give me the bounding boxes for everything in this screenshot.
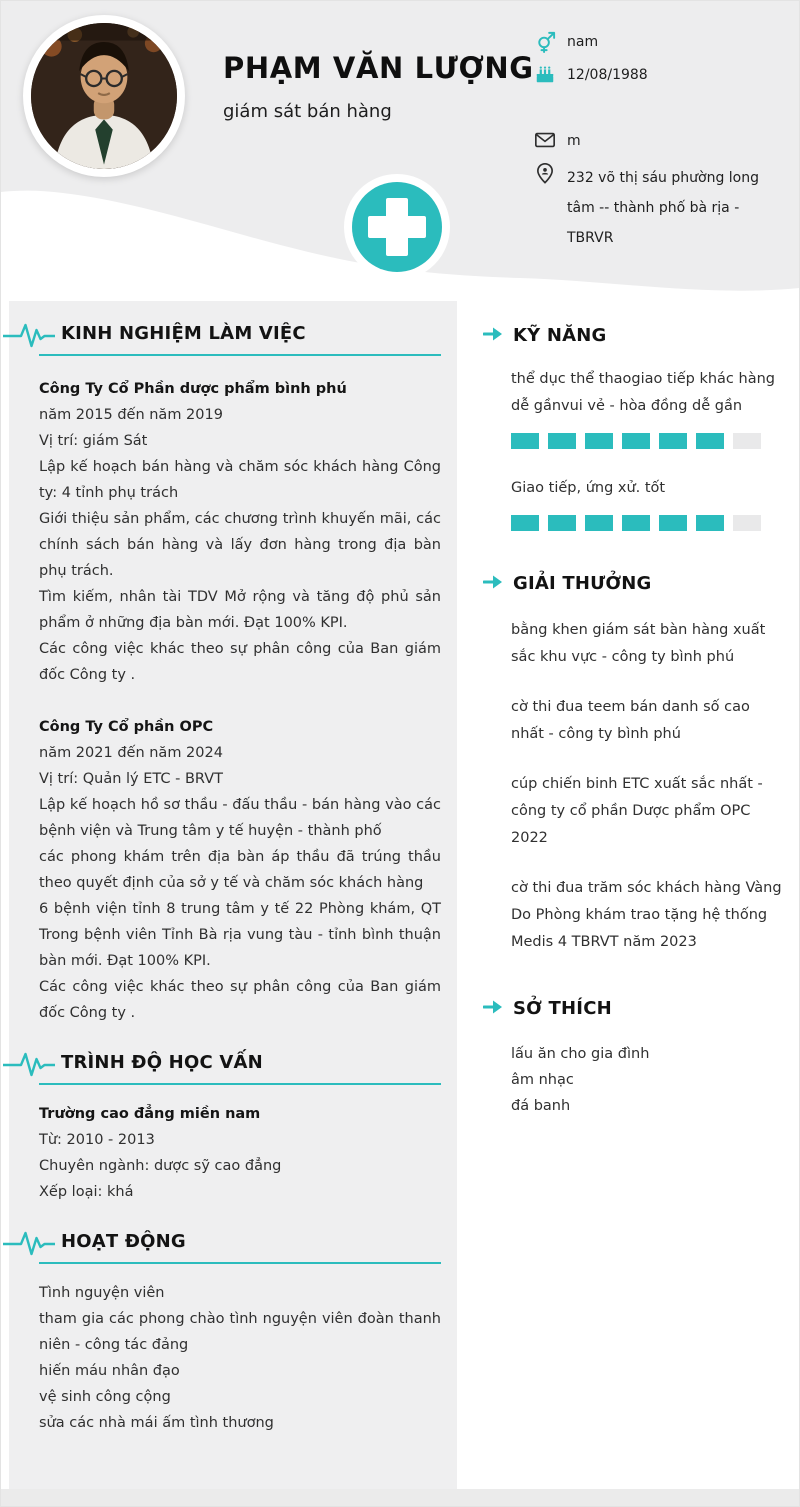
skill-level-square [696, 515, 724, 531]
hobbies-heading-row [483, 998, 783, 1019]
activity-item: tham gia các phong chào tình nguyện viên đoàn thanh niên - công tác đảng [39, 1311, 441, 1353]
heartbeat-icon [3, 1050, 55, 1082]
job-detail: 6 bệnh viện tỉnh 8 trung tâm y tế 22 Phòng khám, QT Trong bệnh viên Tỉnh Bà rịa vung tàu - tỉnh bình thuận bàn mới. Đạt 100% KPI. [39, 901, 441, 969]
skills-body [511, 366, 783, 531]
award-item: cờ thi đua trăm sóc khách hàng Vàng Do Phòng khám trao tặng hệ thống Medis 4 TBRVT năm 2023 [511, 880, 782, 950]
skill-level-square [622, 433, 650, 449]
candidate-name: PHẠM VĂN LƯỢNG [223, 51, 534, 85]
education-school: Trường cao đẳng miền nam [39, 1106, 261, 1122]
envelope-icon [533, 128, 557, 152]
heartbeat-icon [3, 1229, 55, 1261]
skill-level-square [511, 433, 539, 449]
job-detail: Các công việc khác theo sự phân công của Ban giám đốc Công ty . [39, 979, 441, 1021]
skill-level-square [511, 515, 539, 531]
skill-level-square [548, 433, 576, 449]
medical-cross-badge [352, 182, 442, 272]
activity-item: hiến máu nhân đạo [39, 1363, 180, 1379]
contact-email-row [533, 128, 785, 152]
job-company: Công Ty Cổ phần OPC [39, 719, 214, 735]
job-detail: các phong khám trên địa bàn áp thầu đã trúng thầu theo quyết định của sở y tế và chăm sóc khách hàng [39, 849, 441, 891]
name-block [223, 51, 534, 122]
hobby-item: âm nhạc [511, 1072, 574, 1088]
skill-level-square [659, 433, 687, 449]
birthday-cake-icon [533, 62, 557, 86]
education-major: Chuyên ngành: dược sỹ cao đẳng [39, 1158, 282, 1174]
skills-heading-row [483, 325, 783, 346]
education-body [39, 1101, 441, 1205]
gender-icon [533, 29, 557, 53]
candidate-job-title: giám sát bán hàng [223, 101, 392, 122]
experience-heading-row [39, 323, 441, 344]
education-heading-row [39, 1052, 441, 1073]
experience-heading: KINH NGHIỆM LÀM VIỆC [61, 323, 306, 344]
contact-gender-row [533, 29, 785, 53]
contact-address-row [533, 161, 785, 253]
job-entry [39, 714, 441, 1026]
job-period: năm 2021 đến năm 2024 [39, 745, 223, 761]
skills-heading: KỸ NĂNG [513, 325, 607, 346]
skill-level-square [585, 433, 613, 449]
gender-value: nam [567, 34, 599, 50]
arrow-icon [483, 574, 503, 594]
section-hobbies [483, 998, 783, 1119]
award-item: cờ thi đua teem bán danh số cao nhất - công ty bình phú [511, 699, 750, 742]
skill-level-square [659, 515, 687, 531]
header [1, 1, 799, 301]
email-value: m [567, 133, 581, 149]
skill-level-square [585, 515, 613, 531]
section-underline [39, 1083, 441, 1085]
awards-heading-row [483, 573, 783, 594]
award-item: bằng khen giám sát bàn hàng xuất sắc khu vực - công ty bình phú [511, 622, 766, 665]
job-detail: Lập kế hoạch bán hàng và chăm sóc khách hàng Công ty: 4 tỉnh phụ trách [39, 459, 441, 501]
job-detail: Lập kế hoạch hồ sơ thầu - đấu thầu - bán hàng vào các bệnh viện và Trung tâm y tế huyện - thành phố [39, 797, 441, 839]
skill-level-square [696, 433, 724, 449]
skill-level-square [622, 515, 650, 531]
section-underline [39, 1262, 441, 1264]
skill-level-square [548, 515, 576, 531]
hobbies-body [511, 1041, 783, 1119]
dob-value: 12/08/1988 [567, 67, 648, 83]
contact-info [533, 29, 785, 262]
activities-body [39, 1280, 441, 1436]
content-columns [1, 301, 799, 1489]
location-pin-icon [533, 161, 557, 185]
section-underline [39, 354, 441, 356]
skill-level-bar [511, 433, 783, 449]
profile-photo [23, 15, 185, 177]
section-awards [483, 573, 783, 956]
awards-body [511, 617, 783, 956]
hobby-item: đá banh [511, 1098, 571, 1114]
activity-item: Tình nguyện viên [39, 1285, 165, 1301]
right-column [457, 301, 789, 1489]
job-position: Vị trí: giám Sát [39, 433, 148, 449]
heartbeat-icon [3, 321, 55, 353]
section-activities [39, 1231, 441, 1436]
job-detail: Các công việc khác theo sự phân công của Ban giám đốc Công ty . [39, 641, 441, 683]
job-entry [39, 376, 441, 688]
education-grade: Xếp loại: khá [39, 1184, 134, 1200]
skill-label: thể dục thể thaogiao tiếp khác hàng dễ gầnvui vẻ - hòa đồng dễ gần [511, 371, 775, 414]
arrow-icon [483, 999, 503, 1019]
activity-item: vệ sinh công cộng [39, 1389, 171, 1405]
section-experience [39, 323, 441, 1026]
skill-level-bar [511, 515, 783, 531]
activity-item: sửa các nhà mái ấm tình thương [39, 1415, 274, 1431]
hobbies-heading: SỞ THÍCH [513, 998, 612, 1019]
skill-level-square [733, 515, 761, 531]
award-item: cúp chiến binh ETC xuất sắc nhất - công ty cổ phần Dược phẩm OPC 2022 [511, 776, 763, 846]
hobby-item: lấu ăn cho gia đình [511, 1046, 650, 1062]
skill-level-square [733, 433, 761, 449]
activities-heading-row [39, 1231, 441, 1252]
awards-heading: GIẢI THƯỞNG [513, 573, 652, 594]
left-column [9, 301, 457, 1489]
contact-dob-row [533, 62, 785, 86]
job-position: Vị trí: Quản lý ETC - BRVT [39, 771, 223, 787]
education-heading: TRÌNH ĐỘ HỌC VẤN [61, 1052, 263, 1073]
education-period: Từ: 2010 - 2013 [39, 1132, 155, 1148]
address-value: 232 võ thị sáu phường long tâm -- thành phố bà rịa - TBRVR [567, 170, 759, 246]
job-period: năm 2015 đến năm 2019 [39, 407, 223, 423]
section-education [39, 1052, 441, 1205]
bottom-strip [1, 1489, 799, 1506]
activities-heading: HOẠT ĐỘNG [61, 1231, 186, 1252]
skill-label: Giao tiếp, ứng xử. tốt [511, 480, 666, 496]
job-detail: Tìm kiếm, nhân tài TDV Mở rộng và tăng độ phủ sản phẩm ở những địa bàn mới. Đạt 100% KPI. [39, 589, 441, 631]
job-company: Công Ty Cổ Phần dược phẩm bình phú [39, 381, 347, 397]
job-detail: Giới thiệu sản phẩm, các chương trình khuyến mãi, các chính sách bán hàng và lấy đơn hàng trong địa bàn phụ trách. [39, 511, 441, 579]
arrow-icon [483, 326, 503, 346]
section-skills [483, 325, 783, 531]
